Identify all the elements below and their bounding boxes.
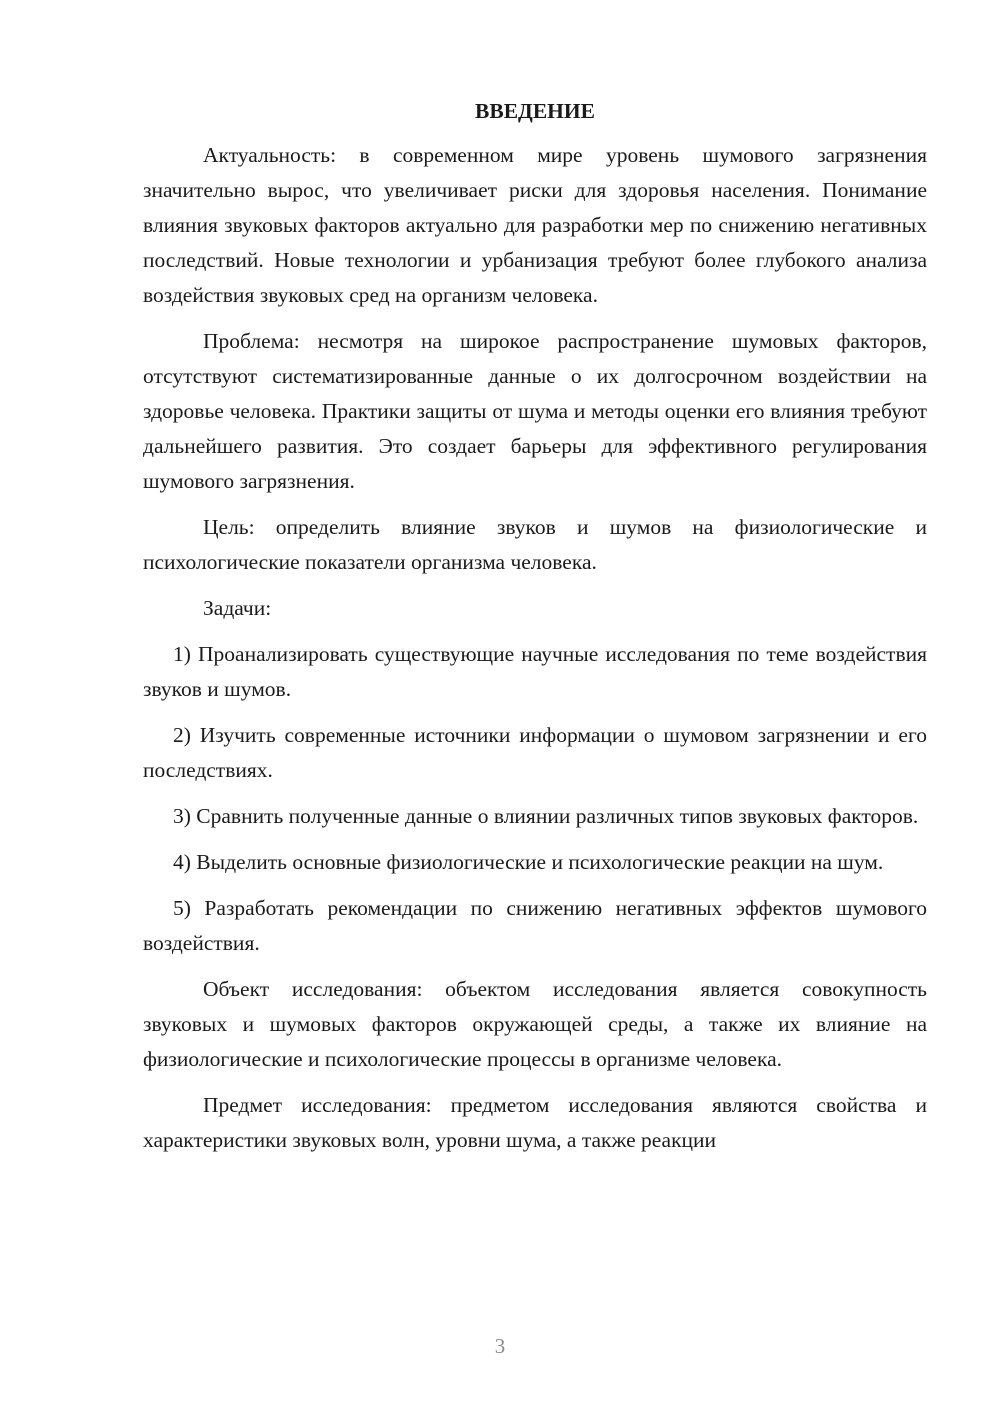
paragraph-subject: Предмет исследования: предметом исследования являются свойства и характеристики звуковых волн, уровни шума, а также реакции: [143, 1093, 927, 1152]
task-item-2: 2) Изучить современные источники информации о шумовом загрязнении и его последствиях.: [143, 723, 927, 782]
paragraph-problem: Проблема: несмотря на широкое распространение шумовых факторов, отсутствуют систематизированные данные о их долгосрочном воздействии на здоровье человека. Практики защиты от шума и методы оценки его влияния требуют дальнейшего развития. Это создает барьеры для эффективного регулирования шумового загрязнения.: [143, 329, 927, 493]
task-item-5: 5) Разработать рекомендации по снижению негативных эффектов шумового воздействия.: [143, 896, 927, 955]
paragraph-goal: Цель: определить влияние звуков и шумов на физиологические и психологические показатели организма человека.: [143, 515, 927, 574]
paragraph-object: Объект исследования: объектом исследования является совокупность звуковых и шумовых факторов окружающей среды, а также их влияние на физиологические и психологические процессы в организме человека.: [143, 977, 927, 1071]
document-body: [143, 96, 927, 1158]
paragraph-relevance: Актуальность: в современном мире уровень шумового загрязнения значительно вырос, что увеличивает риски для здоровья населения. Понимание влияния звуковых факторов актуально для разработки мер по снижению негативных последствий. Новые технологии и урбанизация требуют более глубокого анализа воздействия звуковых сред на организм человека.: [143, 143, 927, 307]
page-number: 3: [494, 1334, 506, 1358]
section-heading: ВВЕДЕНИЕ: [475, 99, 595, 123]
task-item-3: 3) Сравнить полученные данные о влиянии различных типов звуковых факторов.: [173, 804, 919, 828]
task-item-4: 4) Выделить основные физиологические и психологические реакции на шум.: [173, 850, 884, 874]
tasks-label: Задачи:: [203, 596, 272, 620]
task-item-1: 1) Проанализировать существующие научные исследования по теме воздействия звуков и шумов.: [143, 642, 927, 701]
